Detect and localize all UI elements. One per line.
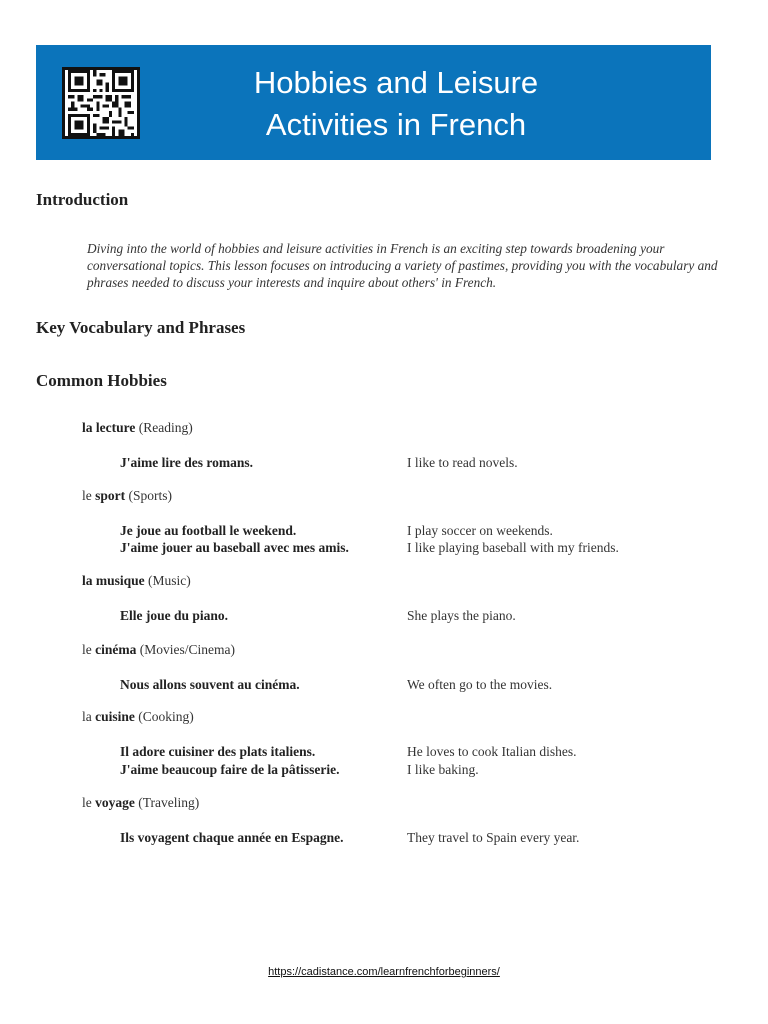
example-english: He loves to cook Italian dishes.	[407, 744, 577, 759]
example-french: J'aime jouer au baseball avec mes amis.	[120, 540, 349, 555]
vocab-gloss: (Music)	[148, 573, 191, 588]
vocab-gloss: (Reading)	[138, 420, 193, 435]
page-title-line-2: Activities in French	[265, 107, 527, 142]
example-french: J'aime beaucoup faire de la pâtisserie.	[120, 762, 340, 777]
vocab-item-voyage	[82, 795, 199, 811]
vocab-article: le	[82, 642, 92, 657]
example-french: J'aime lire des romans.	[120, 455, 253, 470]
example-english: I like baking.	[407, 762, 479, 777]
page-title	[150, 62, 642, 146]
example-english: I like playing baseball with my friends.	[407, 540, 619, 555]
vocab-gloss: (Sports)	[128, 488, 172, 503]
vocab-article: la	[82, 709, 92, 724]
vocab-article: le	[82, 795, 92, 810]
example-french: Ils voyagent chaque année en Espagne.	[120, 830, 344, 845]
vocab-article: la	[82, 420, 93, 435]
vocab-term: sport	[95, 488, 126, 503]
introduction-text: Diving into the world of hobbies and leisure activities in French is an exciting step towards broadening your conversational topics. This lesson focuses on introducing a variety of pastimes, providing you with the vocabulary and phrases needed to discuss your interests and inquire about others' in French.	[87, 241, 718, 290]
vocab-gloss: (Traveling)	[138, 795, 200, 810]
vocab-article: la	[82, 573, 93, 588]
example-french: Elle joue du piano.	[120, 608, 229, 623]
vocab-gloss: (Movies/Cinema)	[139, 642, 235, 657]
example-english: She plays the piano.	[407, 608, 516, 623]
qr-code-icon	[62, 67, 140, 139]
key-vocabulary-heading: Key Vocabulary and Phrases	[36, 318, 246, 337]
vocab-article: le	[82, 488, 92, 503]
vocab-item-musique	[82, 573, 191, 589]
vocab-item-cuisine	[82, 709, 194, 725]
example-french: Nous allons souvent au cinéma.	[120, 677, 300, 692]
vocab-item-cinema	[82, 642, 235, 658]
footer-link[interactable]: https://cadistance.com/learnfrenchforbeginners/	[268, 966, 500, 978]
vocab-term: lecture	[95, 420, 136, 435]
vocab-term: musique	[95, 573, 145, 588]
common-hobbies-heading: Common Hobbies	[36, 371, 167, 390]
example-english: They travel to Spain every year.	[407, 830, 580, 845]
vocab-item-sport	[82, 488, 172, 504]
page-title-line-1: Hobbies and Leisure	[253, 65, 539, 100]
vocab-term: voyage	[95, 795, 135, 810]
vocab-term: cinéma	[95, 642, 137, 657]
vocab-term: cuisine	[95, 709, 135, 724]
example-french: Il adore cuisiner des plats italiens.	[120, 744, 316, 759]
example-french: Je joue au football le weekend.	[120, 523, 297, 538]
vocab-item-lecture	[82, 420, 193, 436]
example-english: I like to read novels.	[407, 455, 518, 470]
example-english: I play soccer on weekends.	[407, 523, 553, 538]
introduction-heading: Introduction	[36, 190, 129, 209]
vocab-gloss: (Cooking)	[138, 709, 194, 724]
example-english: We often go to the movies.	[407, 677, 553, 692]
